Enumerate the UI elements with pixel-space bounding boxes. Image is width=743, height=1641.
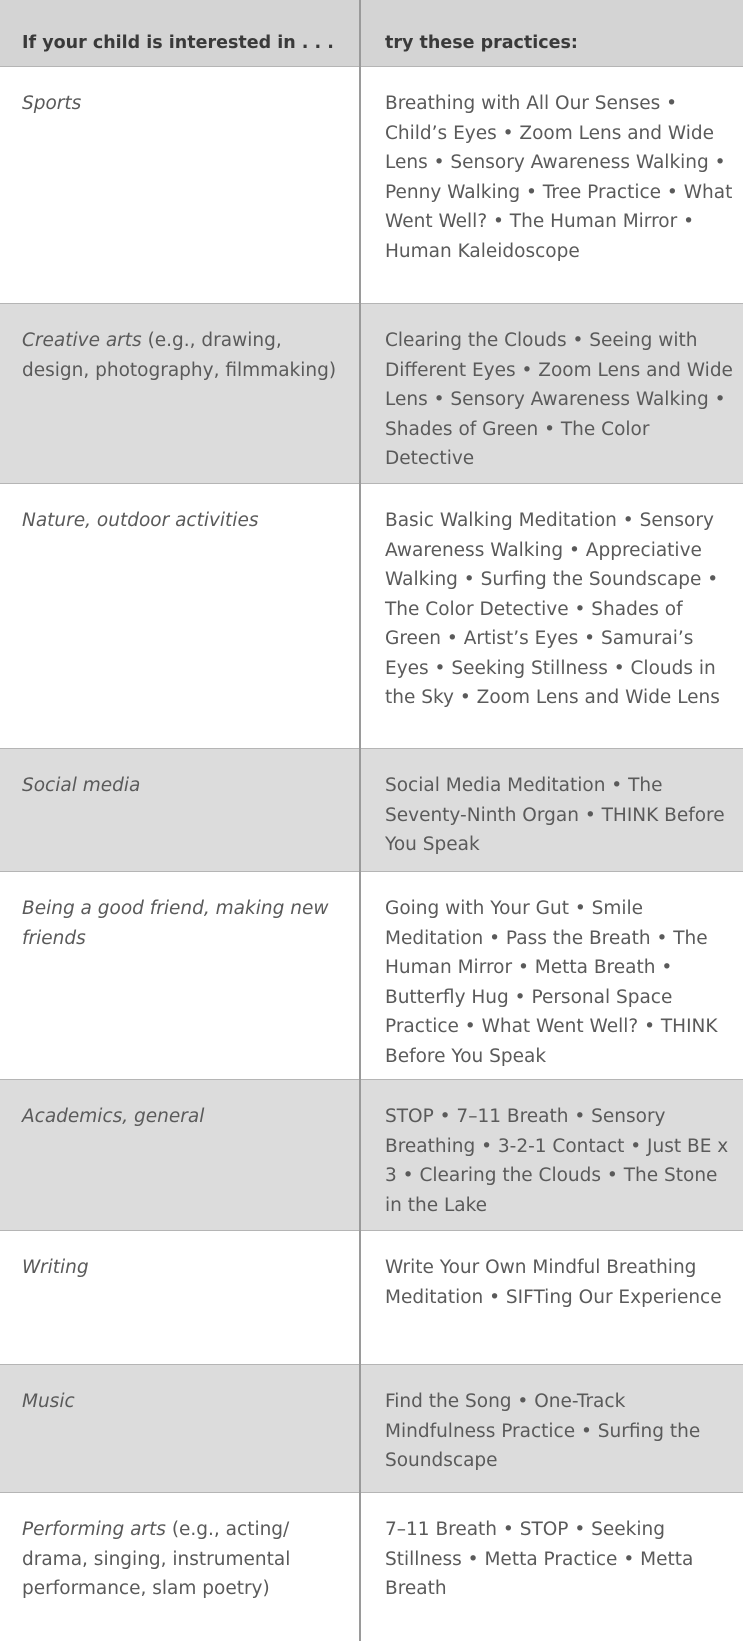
table-row xyxy=(0,304,743,483)
interest-cell xyxy=(0,1080,361,1230)
interest-cell xyxy=(0,1365,361,1492)
interest-label: Music xyxy=(22,1391,75,1412)
table-header xyxy=(0,0,743,66)
table-row xyxy=(0,749,743,871)
table-row xyxy=(0,872,743,1079)
practices-cell: Find the Song • One-Track Mindfulness Practice • Surfing the Soundscape xyxy=(385,1391,701,1471)
interest-label: Creative arts xyxy=(22,330,142,351)
table-row xyxy=(0,67,743,303)
practices-cell: Basic Walking Meditation • Sensory Awareness Walking • Appreciative Walking • Surfing the Soundscape • The Color Detective • Shades of Green • Artist’s Eyes • Samurai’s Eyes • Seeking Stillness • Clouds in the Sky • Zoom Lens and Wide Lens xyxy=(385,510,720,708)
table-row xyxy=(0,1365,743,1492)
interest-cell xyxy=(0,67,361,303)
header-practices: try these practices: xyxy=(385,33,578,54)
table-row xyxy=(0,484,743,748)
interest-cell xyxy=(0,304,361,483)
table-row xyxy=(0,1493,743,1637)
interest-cell xyxy=(0,1231,361,1364)
interest-cell xyxy=(0,872,361,1079)
interest-cell xyxy=(0,1493,361,1637)
interest-label: Sports xyxy=(22,93,82,114)
practices-cell: 7–11 Breath • STOP • Seeking Stillness • Metta Practice • Metta Breath xyxy=(385,1519,694,1599)
table-row xyxy=(0,1080,743,1230)
interest-note: (e.g., drawing, design, photography, filmmaking) xyxy=(22,330,337,381)
practices-cell: Breathing with All Our Senses • Child’s Eyes • Zoom Lens and Wide Lens • Sensory Awareness Walking • Penny Walking • Tree Practice • What Went Well? • The Human Mirror • Human Kaleidoscope xyxy=(385,93,733,262)
interest-label: Social media xyxy=(22,775,141,796)
interest-label: Performing arts xyxy=(22,1519,166,1540)
practices-cell: Write Your Own Mindful Breathing Meditation • SIFTing Our Experience xyxy=(385,1257,722,1308)
practices-cell: Social Media Meditation • The Seventy-Ninth Organ • THINK Before You Speak xyxy=(385,775,725,855)
practices-cell: Going with Your Gut • Smile Meditation • Pass the Breath • The Human Mirror • Metta Breath • Butterfly Hug • Personal Space Practice • What Went Well? • THINK Before You Speak xyxy=(385,898,718,1067)
interest-label: Nature, outdoor activities xyxy=(22,510,259,531)
interest-cell xyxy=(0,484,361,748)
table-row xyxy=(0,1231,743,1364)
interest-label: Being a good friend, making new friends xyxy=(22,898,329,949)
header-interest: If your child is interested in . . . xyxy=(22,33,334,54)
interest-cell xyxy=(0,749,361,871)
practices-cell: Clearing the Clouds • Seeing with Different Eyes • Zoom Lens and Wide Lens • Sensory Awareness Walking • Shades of Green • The Color Detective xyxy=(385,330,733,469)
column-divider xyxy=(359,0,361,1641)
interest-label: Writing xyxy=(22,1257,89,1278)
interest-label: Academics, general xyxy=(22,1106,205,1127)
interest-note: (e.g., acting/ drama, singing, instrumental performance, slam poetry) xyxy=(22,1519,291,1599)
practices-cell: STOP • 7–11 Breath • Sensory Breathing • 3-2-1 Contact • Just BE x 3 • Clearing the Clouds • The Stone in the Lake xyxy=(385,1106,729,1216)
